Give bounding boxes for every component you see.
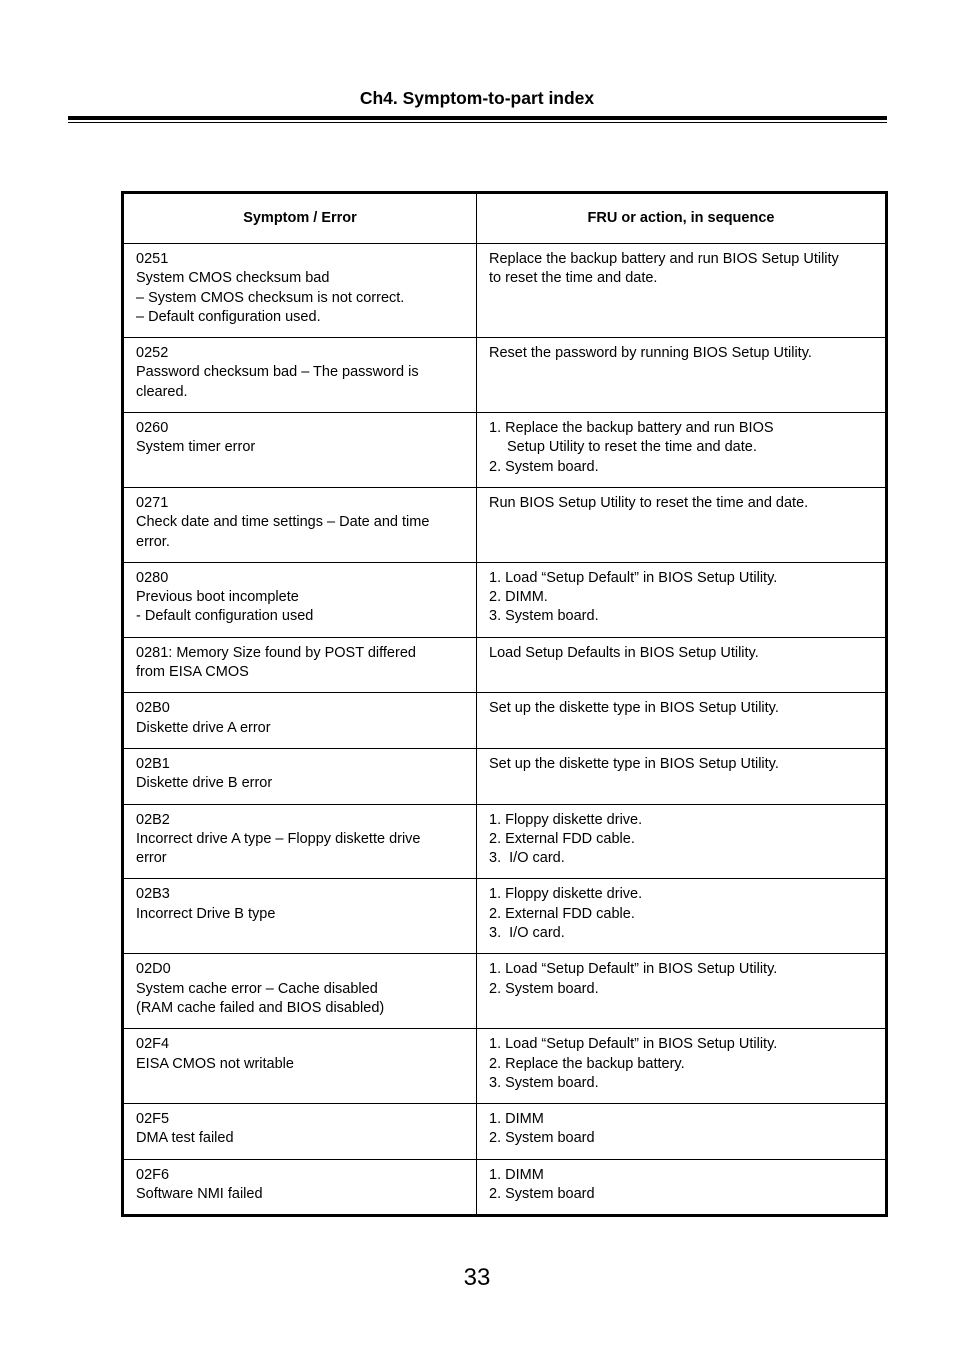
action-line: 1. Floppy diskette drive. — [489, 811, 643, 828]
table-row — [123, 748, 887, 804]
action-cell — [477, 413, 887, 488]
symptom-cell — [123, 487, 477, 562]
action-line: Run BIOS Setup Utility to reset the time and date. — [489, 494, 809, 511]
error-code: 0252 — [136, 345, 169, 362]
table-row — [123, 1159, 887, 1216]
action-cell — [477, 637, 887, 693]
action-cell — [477, 487, 887, 562]
action-line: 2. External FDD cable. — [489, 905, 635, 922]
symptom-line: Software NMI failed — [136, 1185, 263, 1202]
table-row — [123, 637, 887, 693]
action-cell — [477, 804, 887, 879]
column-header-action: FRU or action, in sequence — [477, 193, 887, 244]
symptom-line: Password checksum bad – The password is — [136, 364, 419, 381]
error-code: 0271 — [136, 494, 169, 511]
table-row — [123, 879, 887, 954]
action-cell — [477, 693, 887, 749]
symptom-line: System CMOS checksum bad — [136, 270, 330, 287]
table-row — [123, 954, 887, 1029]
action-line: 2. External FDD cable. — [489, 830, 635, 847]
table-row — [123, 804, 887, 879]
symptom-cell — [123, 338, 477, 413]
action-cell — [477, 338, 887, 413]
table-row — [123, 562, 887, 637]
error-code: 02B2 — [136, 811, 170, 828]
page-header-title: Ch4. Symptom-to-part index — [359, 88, 595, 108]
symptom-cell — [123, 1159, 477, 1216]
symptom-cell — [123, 954, 477, 1029]
symptom-line: EISA CMOS not writable — [136, 1055, 294, 1072]
action-cell — [477, 954, 887, 1029]
action-line: 3. I/O card. — [489, 850, 565, 867]
action-line: 2. System board — [489, 1185, 595, 1202]
action-line: to reset the time and date. — [489, 270, 658, 287]
symptom-line: (RAM cache failed and BIOS disabled) — [136, 999, 385, 1016]
action-line: Load Setup Defaults in BIOS Setup Utility. — [489, 644, 759, 661]
table-row — [123, 487, 887, 562]
error-code: 02B1 — [136, 755, 170, 772]
header-rule-thin — [68, 122, 887, 123]
table-row — [123, 1104, 887, 1160]
symptom-line: Previous boot incomplete — [136, 589, 299, 606]
symptom-line: Diskette drive B error — [136, 775, 273, 792]
symptom-line: Check date and time settings – Date and time — [136, 514, 430, 531]
action-cell — [477, 244, 887, 338]
action-line: 1. Floppy diskette drive. — [489, 886, 643, 903]
header-rule-thick — [68, 116, 887, 120]
action-line: 2. System board. — [489, 458, 599, 475]
symptom-cell — [123, 562, 477, 637]
symptom-line: System cache error – Cache disabled — [136, 980, 378, 997]
symptom-line: DMA test failed — [136, 1130, 234, 1147]
error-code: 02D0 — [136, 961, 171, 978]
error-code: 02F4 — [136, 1036, 170, 1053]
table-row — [123, 338, 887, 413]
action-line: 2. DIMM. — [489, 589, 548, 606]
table-row — [123, 1029, 887, 1104]
symptom-cell — [123, 748, 477, 804]
symptom-table — [121, 191, 888, 1217]
action-line: 1. Load “Setup Default” in BIOS Setup Utility. — [489, 569, 778, 586]
symptom-line: Incorrect drive A type – Floppy diskette drive — [136, 830, 421, 847]
action-line: 3. I/O card. — [489, 925, 565, 942]
error-code: 02B0 — [136, 700, 170, 717]
action-cell — [477, 1029, 887, 1104]
action-line: Reset the password by running BIOS Setup Utility. — [489, 345, 812, 362]
action-line: Set up the diskette type in BIOS Setup Utility. — [489, 700, 779, 717]
action-cell — [477, 879, 887, 954]
table-row — [123, 244, 887, 338]
action-line: 2. Replace the backup battery. — [489, 1055, 685, 1072]
action-line: 1. Replace the backup battery and run BIOS — [489, 420, 774, 437]
error-code: 02F5 — [136, 1111, 170, 1128]
symptom-line: Incorrect Drive B type — [136, 905, 276, 922]
action-line: 1. DIMM — [489, 1166, 544, 1183]
action-line: 1. DIMM — [489, 1111, 544, 1128]
action-cell — [477, 748, 887, 804]
action-cell — [477, 1104, 887, 1160]
action-line: Set up the diskette type in BIOS Setup Utility. — [489, 755, 779, 772]
symptom-line: System timer error — [136, 439, 256, 456]
error-code: 02B3 — [136, 886, 170, 903]
column-header-symptom: Symptom / Error — [123, 193, 477, 244]
table-body — [123, 244, 887, 1216]
symptom-line: from EISA CMOS — [136, 664, 249, 681]
symptom-line: error — [136, 850, 167, 867]
error-code: 0280 — [136, 569, 169, 586]
action-line: 2. System board. — [489, 980, 599, 997]
symptom-cell — [123, 693, 477, 749]
symptom-cell — [123, 804, 477, 879]
error-code: 02F6 — [136, 1166, 170, 1183]
symptom-line: Diskette drive A error — [136, 719, 271, 736]
table-row — [123, 693, 887, 749]
action-line: 3. System board. — [489, 608, 599, 625]
page-number: 33 — [463, 1264, 491, 1291]
symptom-cell — [123, 637, 477, 693]
action-cell — [477, 562, 887, 637]
error-code: 0281: Memory Size found by POST differed — [136, 644, 416, 661]
action-line: 3. System board. — [489, 1074, 599, 1091]
symptom-cell — [123, 879, 477, 954]
symptom-cell — [123, 1029, 477, 1104]
action-line: Setup Utility to reset the time and date. — [507, 439, 757, 456]
symptom-line: – Default configuration used. — [136, 308, 321, 325]
error-code: 0260 — [136, 420, 169, 437]
symptom-line: cleared. — [136, 383, 188, 400]
action-line: Replace the backup battery and run BIOS Setup Utility — [489, 251, 839, 267]
action-cell — [477, 1159, 887, 1216]
error-code: 0251 — [136, 251, 169, 267]
action-line: 2. System board — [489, 1130, 595, 1147]
symptom-line: – System CMOS checksum is not correct. — [136, 289, 405, 306]
symptom-cell — [123, 244, 477, 338]
symptom-line: - Default configuration used — [136, 608, 314, 625]
table-header-row — [123, 193, 887, 244]
table-row — [123, 413, 887, 488]
action-line: 1. Load “Setup Default” in BIOS Setup Utility. — [489, 961, 778, 978]
symptom-cell — [123, 1104, 477, 1160]
action-line: 1. Load “Setup Default” in BIOS Setup Utility. — [489, 1036, 778, 1053]
symptom-line: error. — [136, 533, 170, 550]
symptom-cell — [123, 413, 477, 488]
